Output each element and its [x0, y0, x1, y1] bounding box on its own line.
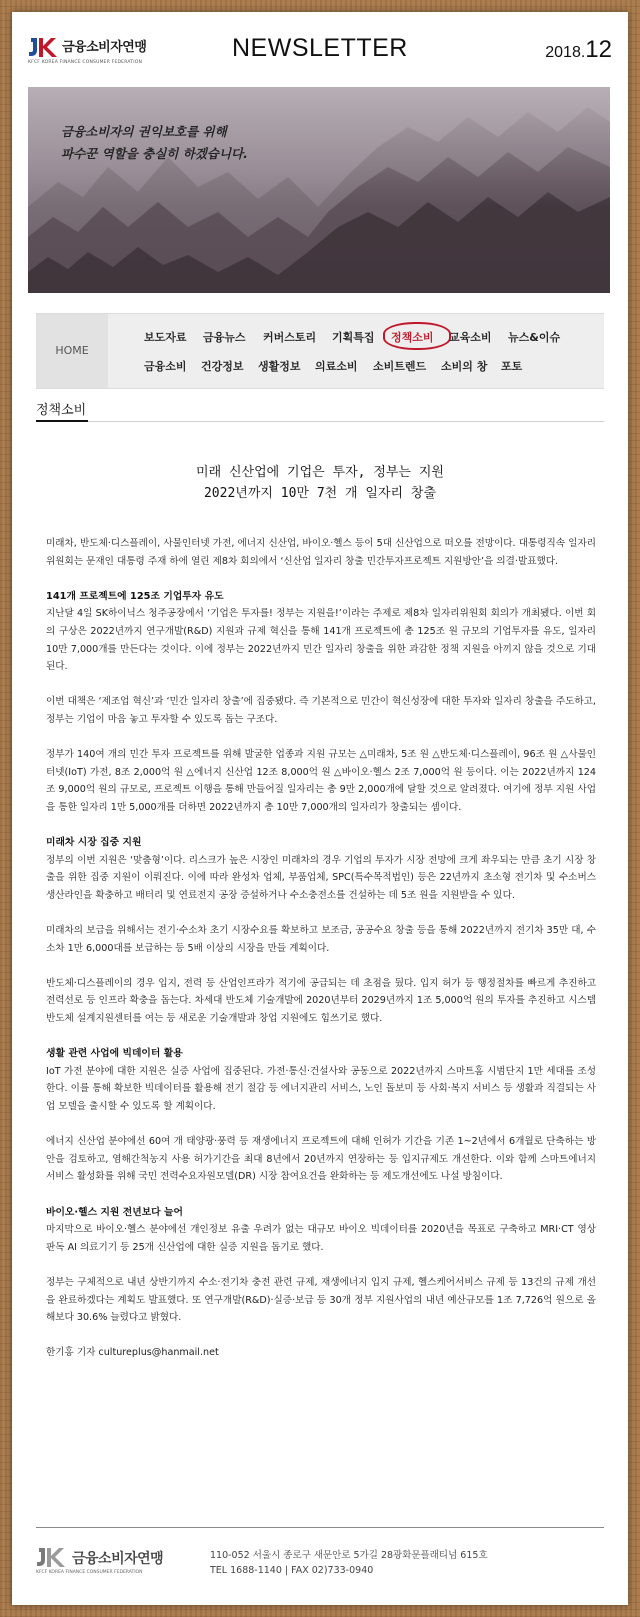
article-paragraph: 지난달 4일 SK하이닉스 청주공장에서 ‘기업은 투자를! 정부는 지원을!’이라는 주제로 제8차 일자리위원회 회의가 개최됐다. 이번 회의 구상은 2022년까지 연구개발(R&D) 지원과 규제 혁신을 통해 141개 프로젝트에 총 125조 원 규모의 기업투자를 유도, 일자리 10만 7,000개를 만든다는 것이다. 이에 정부는 2022년까지 민간 일자리 창출을 위한 과감한 정책 지원을 아끼지 않을 것으로 기대된다.: [46, 608, 596, 673]
nav-item-education-consumption[interactable]: 교육소비: [449, 331, 492, 344]
newsletter-sheet: [12, 12, 628, 1605]
footer-divider: [36, 1527, 604, 1528]
nav-item-photo[interactable]: 포토: [501, 360, 523, 373]
article-paragraph: 이번 대책은 ‘제조업 혁신’과 ‘민간 일자리 창출’에 집중됐다. 즉 기본적으로 민간이 혁신성장에 대한 투자와 일자리 창출을 주도하고, 정부는 기업이 마음 놓고 투자할 수 있도록 돕는 구조다.: [46, 696, 596, 725]
newsletter-title: NEWSLETTER: [232, 34, 408, 62]
article-paragraph: 정부는 구체적으로 내년 상반기까지 수소·전기차 충전 관련 규제, 재생에너지 입지 규제, 헬스케어서비스 규제 등 13건의 규제 개선을 완료하겠다는 계획도 발표했다. 또 연구개발(R&D)·실증·보급 등 30개 정부 지원사업의 내년 예산규모를 1조 7,726억 원으로 올해보다 30.6% 늘렸다고 밝혔다.: [46, 1276, 596, 1324]
article-byline: 한기홍 기자 cultureplus@hanmail.net: [46, 1347, 219, 1359]
nav-item-finance-consumption[interactable]: 금융소비: [144, 360, 187, 373]
org-name: 금융소비자연맹: [62, 40, 147, 55]
article-subheading: 생활 관련 사업에 빅데이터 활용: [46, 1048, 183, 1060]
kfcf-logo-icon: [28, 36, 58, 60]
article-paragraph: IoT 가전 분야에 대한 지원은 실증 사업에 집중된다. 가전·통신·건설사와 공동으로 2022년까지 스마트홈 시범단지 1만 세대를 조성한다. 이를 통해 확보한 빅데이터를 활용해 전기 절감 등 에너지관리 서비스, 노인 돌보미 등 사회·복지 서비스 등 생활과 직결되는 사업 모델을 출시할 수 있도록 할 계획이다.: [46, 1065, 596, 1112]
org-logo[interactable]: [28, 36, 168, 70]
article-subheading: 미래차 시장 집중 지원: [46, 837, 142, 849]
footer-org-name: 금융소비자연맹: [72, 1551, 164, 1567]
nav-item-policy-consumption[interactable]: 정책소비: [391, 331, 434, 344]
article-paragraph: 정부의 이번 지원은 ‘맞춤형’이다. 리스크가 높은 시장인 미래차의 경우 기업의 투자가 시장 전망에 크게 좌우되는 만큼 초기 시장 창출을 위한 집중 지원이 이뤄진다. 이에 따라 완성차 업체, 부품업체, SPC(특수목적법인) 등은 22년까지 초소형 전기차 및 수소버스 생산라인을 확충하고 배터리 및 연료전지 공장 증설하거나 수소충전소를 건설하는 데 5조 원을 지원받을 수 있다.: [46, 854, 596, 901]
nav-item-life-info[interactable]: 생활정보: [258, 360, 301, 373]
article-headline: [36, 462, 604, 504]
nav-item-finance-news[interactable]: 금융뉴스: [203, 331, 246, 344]
article-paragraph: 에너지 신산업 분야에선 60여 개 태양광·풍력 등 재생에너지 프로젝트에 대해 인허가 기간을 기존 1~2년에서 6개월로 단축하는 방안을 검토하고, 염해간척농지 사용 허가기간을 최대 8년에서 20년까지 연장하는 등 입지규제도 개선한다. 이와 함께 스마트에너지 서비스 활성화를 위해 국민 전력수요자원모델(DR) 시장 참여요건을 완화하는 등 제도개선에도 나설 방침이다.: [46, 1136, 596, 1183]
section-divider: [36, 421, 604, 422]
misty-forest-illustration: [28, 87, 610, 293]
article-paragraph: 마지막으로 바이오·헬스 분야에선 개인정보 유출 우려가 없는 대규모 바이오 빅데이터를 2020년을 목표로 구축하고 MRI·CT 영상 판독 AI 의료기기 등 25개 신산업에 대한 실증 지원을 돕기로 했다.: [46, 1224, 596, 1253]
kfcf-logo-gray-icon: [36, 1546, 66, 1570]
nav-item-consumer-window[interactable]: 소비의 창: [441, 360, 488, 373]
article-paragraph: 정부가 140여 개의 민간 투자 프로젝트를 위해 발굴한 업종과 지원 규모는 △미래차, 5조 원 △반도체·디스플레이, 96조 원 △사물인터넷(IoT) 가전, 8조 2,000억 원 △에너지 신산업 12조 8,000억 원 △바이오·헬스 2조 7,000억 원 등이다. 이는 2022년까지 124조 9,000억 원의 규모로, 프로젝트 이행을 통해 만들어질 일자리는 총 9만 2,000개에 달할 것으로 알려졌다. 여기에 정부 지원 사업을 통한 일자리 1만 5,000개를 더하면 2022년까지 총 10만 7,000개의 일자리가 창출되는 셈이다.: [46, 749, 596, 813]
issue-date: [545, 36, 612, 64]
nav-item-medical-consumption[interactable]: 의료소비: [315, 360, 358, 373]
nav-item-health-info[interactable]: 건강정보: [201, 360, 244, 373]
section-title-underline: [36, 420, 88, 422]
article-paragraph: 미래차의 보급을 위해서는 전기·수소차 초기 시장수요를 확보하고 보조금, 공공수요 창출 등을 통해 2022년까지 전기차 35만 대, 수소차 1만 6,000대를 보급하는 등 5배 이상의 시장을 만들 계획이다.: [46, 925, 596, 954]
org-name-en: [28, 60, 142, 65]
footer-org-name-en-text: KOREA FINANCE CONSUMER FEDERATION: [48, 1570, 143, 1575]
nav-item-special-feature[interactable]: 기획특집: [332, 331, 375, 344]
nav-item-consumer-trend[interactable]: 소비트렌드: [373, 360, 427, 373]
nav-item-press-release[interactable]: 보도자료: [144, 331, 187, 344]
hero-slogan: [61, 121, 248, 165]
issue-month: 12: [585, 36, 612, 63]
footer-logo-abbrev: KFCF: [36, 1570, 48, 1575]
hero-slogan-line1: 금융소비자의 권익보호를 위해: [61, 124, 227, 139]
article-subheading: 바이오·헬스 지원 전년보다 늘어: [46, 1206, 183, 1218]
section-title: 정책소비: [36, 403, 87, 418]
nav-item-cover-story[interactable]: 커버스토리: [263, 331, 317, 344]
article-headline-line1: 미래 신산업에 기업은 투자, 정부는 지원: [196, 465, 444, 480]
issue-year: 2018.: [545, 44, 586, 61]
hero-banner: [28, 87, 610, 293]
org-name-en-text: KOREA FINANCE CONSUMER FEDERATION: [41, 60, 143, 65]
category-nav: [36, 313, 604, 389]
newsletter-header: [12, 12, 628, 92]
nav-home-link[interactable]: HOME: [36, 314, 108, 388]
footer-phone-fax: TEL 1688-1140 | FAX 02)733-0940: [210, 1565, 374, 1576]
nav-item-news-issue[interactable]: 뉴스&이슈: [508, 331, 561, 344]
article-headline-line2: 2022년까지 10만 7천 개 일자리 창출: [203, 486, 437, 501]
footer-contact: [210, 1548, 488, 1578]
footer-address: 110-052 서울시 종로구 새문안로 5가길 28광화문플래티넘 615호: [210, 1550, 488, 1561]
article-body: [46, 535, 596, 1380]
footer-org-name-en: [36, 1570, 142, 1575]
footer-org-logo[interactable]: [36, 1546, 206, 1580]
logo-abbrev: KFCF: [28, 60, 41, 65]
hero-slogan-line2: 파수꾼 역할을 충실히 하겠습니다.: [61, 146, 248, 161]
article-subheading: 141개 프로젝트에 125조 기업투자 유도: [46, 590, 224, 602]
article-paragraph: 미래차, 반도체·디스플레이, 사물인터넷 가전, 에너지 신산업, 바이오·헬스 등이 5대 신산업으로 떠오를 전망이다. 대통령직속 일자리위원회는 문재인 대통령 주재 하에 열린 제8차 회의에서 ‘신산업 일자리 창출 민간투자프로젝트 지원방안’을 의결·발표했다.: [46, 538, 596, 567]
article-paragraph: 반도체·디스플레이의 경우 입지, 전력 등 산업인프라가 적기에 공급되는 데 초점을 뒀다. 입지 허가 등 행정절차를 빠르게 추진하고 전력선로 등 인프라 확충을 돕는다. 차세대 반도체 기술개발에 2020년부터 2029년까지 1조 5,000억 원의 투자를 추진하고 시스템반도체 설계지원센터를 여는 등 새로운 기술개발과 창업 지원에도 힘쓰기로 했다.: [46, 977, 596, 1025]
